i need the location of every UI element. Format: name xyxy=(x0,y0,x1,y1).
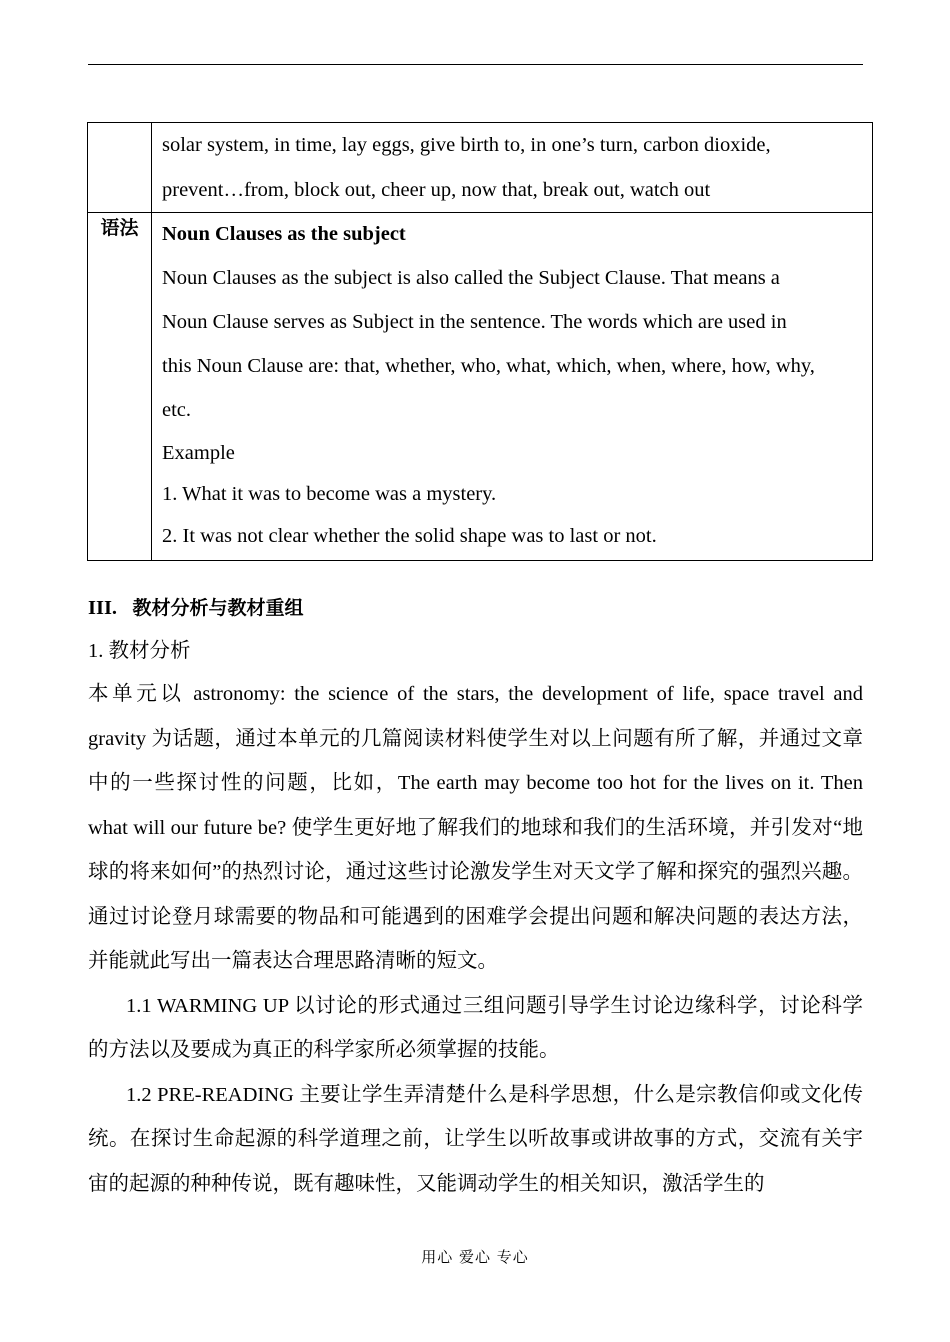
vocab-content-cell xyxy=(152,123,873,213)
example-heading: Example xyxy=(162,441,235,464)
grammar-body-line: etc. xyxy=(162,399,192,422)
vocab-line: prevent…from, block out, cheer up, now that, break out, watch out xyxy=(162,178,711,201)
subheading: 1. 教材分析 xyxy=(88,640,191,662)
header-rule xyxy=(88,64,863,65)
grammar-row xyxy=(88,213,873,561)
example-item: 1. What it was to become was a mystery. xyxy=(162,483,497,506)
analysis-paragraph: 本单元以 astronomy: the science of the stars, the development of life, space travel and gravity 为话题，通过本单元的几篇阅读材料使学生对以上问题有所了解，并通过文章中的一些探讨性的问题，比如，The earth may become too hot for the lives on it. Then what will our future be? 使学生更好地了解我们的地球和我们的生活环境，并引发对“地球的将来如何”的热烈讨论，通过这些讨论激发学生对天文学了解和探究的强烈兴趣。通过讨论登月球需要的物品和可能遇到的困难学会提出问题和解决问题的表达方法，并能就此写出一篇表达合理思路清晰的短文。 xyxy=(88,683,863,972)
grammar-body-line: this Noun Clause are: that, whether, who, what, which, when, where, how, why, xyxy=(162,355,815,378)
grammar-body-line: Noun Clauses as the subject is also called the Subject Clause. That means a xyxy=(162,266,780,289)
section-heading xyxy=(88,586,863,630)
grammar-label: 语法 xyxy=(88,213,152,561)
item-pre-reading: 1.2 PRE-READING 主要让学生弄清楚什么是科学思想，什么是宗教信仰或文化传统。在探讨生命起源的科学道理之前，让学生以听故事或讲故事的方式，交流有关宇宙的起源的种种传说，既有趣味性，又能调动学生的相关知识，激活学生的 xyxy=(88,1083,863,1195)
example-item: 2. It was not clear whether the solid shape was to last or not. xyxy=(162,524,657,547)
lesson-table xyxy=(87,122,873,561)
page-footer: 用心 爱心 专心 xyxy=(421,1248,529,1266)
vocab-line: solar system, in time, lay eggs, give birth to, in one’s turn, carbon dioxide, xyxy=(162,134,771,156)
section-title: 教材分析与教材重组 xyxy=(132,597,304,619)
grammar-title: Noun Clauses as the subject xyxy=(162,223,406,245)
section-number: III. xyxy=(88,597,118,619)
vocab-row xyxy=(88,123,873,213)
grammar-body-line: Noun Clause serves as Subject in the sentence. The words which are used in xyxy=(162,310,787,333)
grammar-content-cell xyxy=(152,213,873,561)
vocab-label-cell xyxy=(88,123,152,213)
item-warming-up: 1.1 WARMING UP 以讨论的形式通过三组问题引导学生讨论边缘科学，讨论科学的方法以及要成为真正的科学家所必须掌握的技能。 xyxy=(88,994,863,1061)
section-content xyxy=(88,586,863,1206)
